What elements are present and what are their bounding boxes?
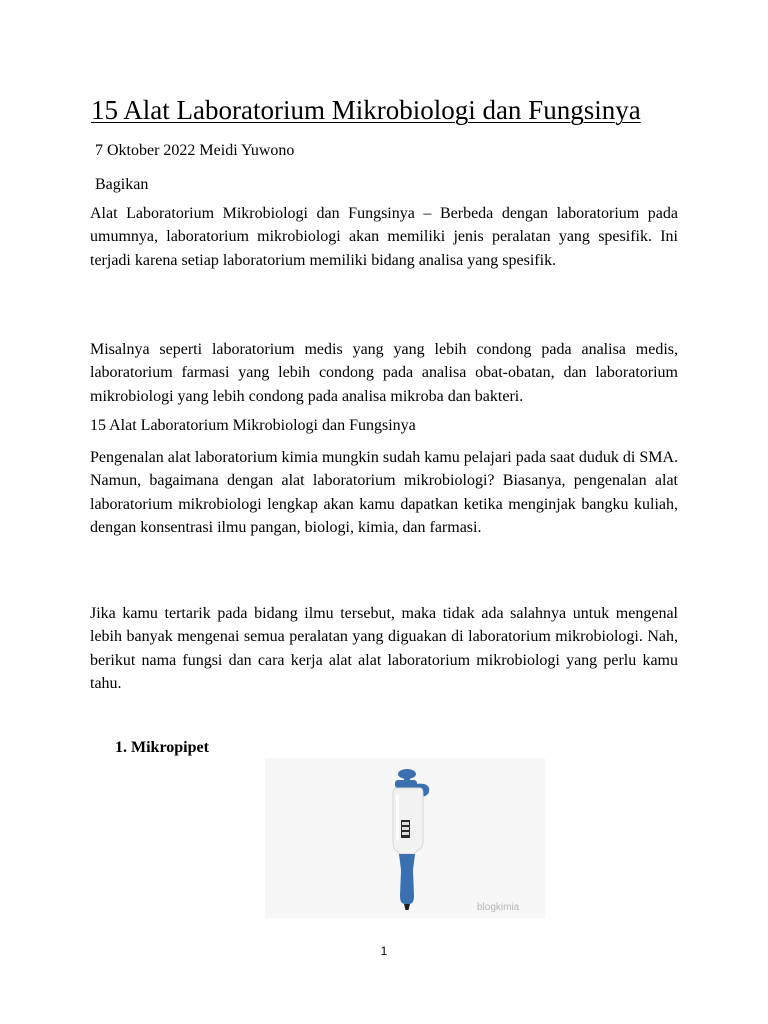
paragraph-subheading: 15 Alat Laboratorium Mikrobiologi dan Fungsinya [90,417,416,434]
micropipette-image [265,758,545,918]
micropipette-icon [265,758,545,918]
list-item-heading-mikropipet: 1. Mikropipet [115,739,209,756]
share-label: Bagikan [95,176,149,193]
paragraph-intro: Alat Laboratorium Mikrobiologi dan Fungsinya – Berbeda dengan laboratorium pada umumnya, laboratorium mikrobiologi akan memiliki jenis peralatan yang spesifik. Ini terjadi karena setiap laboratorium memiliki bidang analisa yang spesifik. [90,205,678,269]
page-number: 1 [380,944,388,958]
paragraph-examples: Misalnya seperti laboratorium medis yang yang lebih condong pada analisa medis, laboratorium farmasi yang lebih condong pada analisa obat-obatan, dan laboratorium mikrobiologi yang lebih condong pada analisa mikroba dan bakteri. [90,341,678,405]
post-meta: 7 Oktober 2022 Meidi Yuwono [95,142,295,159]
paragraph-introduction-tools: Pengenalan alat laboratorium kimia mungkin sudah kamu pelajari pada saat duduk di SMA. Namun, bagaimana dengan alat laboratorium mikrobiologi? Biasanya, pengenalan alat laboratorium mikrobiologi lengkap akan kamu dapatkan ketika menginjak bangku kuliah, dengan konsentrasi ilmu pangan, biologi, kimia, dan farmasi. [90,449,678,536]
image-watermark: blogkimia [477,902,520,913]
paragraph-interest: Jika kamu tertarik pada bidang ilmu tersebut, maka tidak ada salahnya untuk mengenal lebih banyak mengenai semua peralatan yang diguakan di laboratorium mikrobiologi. Nah, berikut nama fungsi dan cara kerja alat alat laboratorium mikrobiologi yang perlu kamu tahu. [90,605,678,692]
page-title: 15 Alat Laboratorium Mikrobiologi dan Fungsinya [91,95,641,125]
